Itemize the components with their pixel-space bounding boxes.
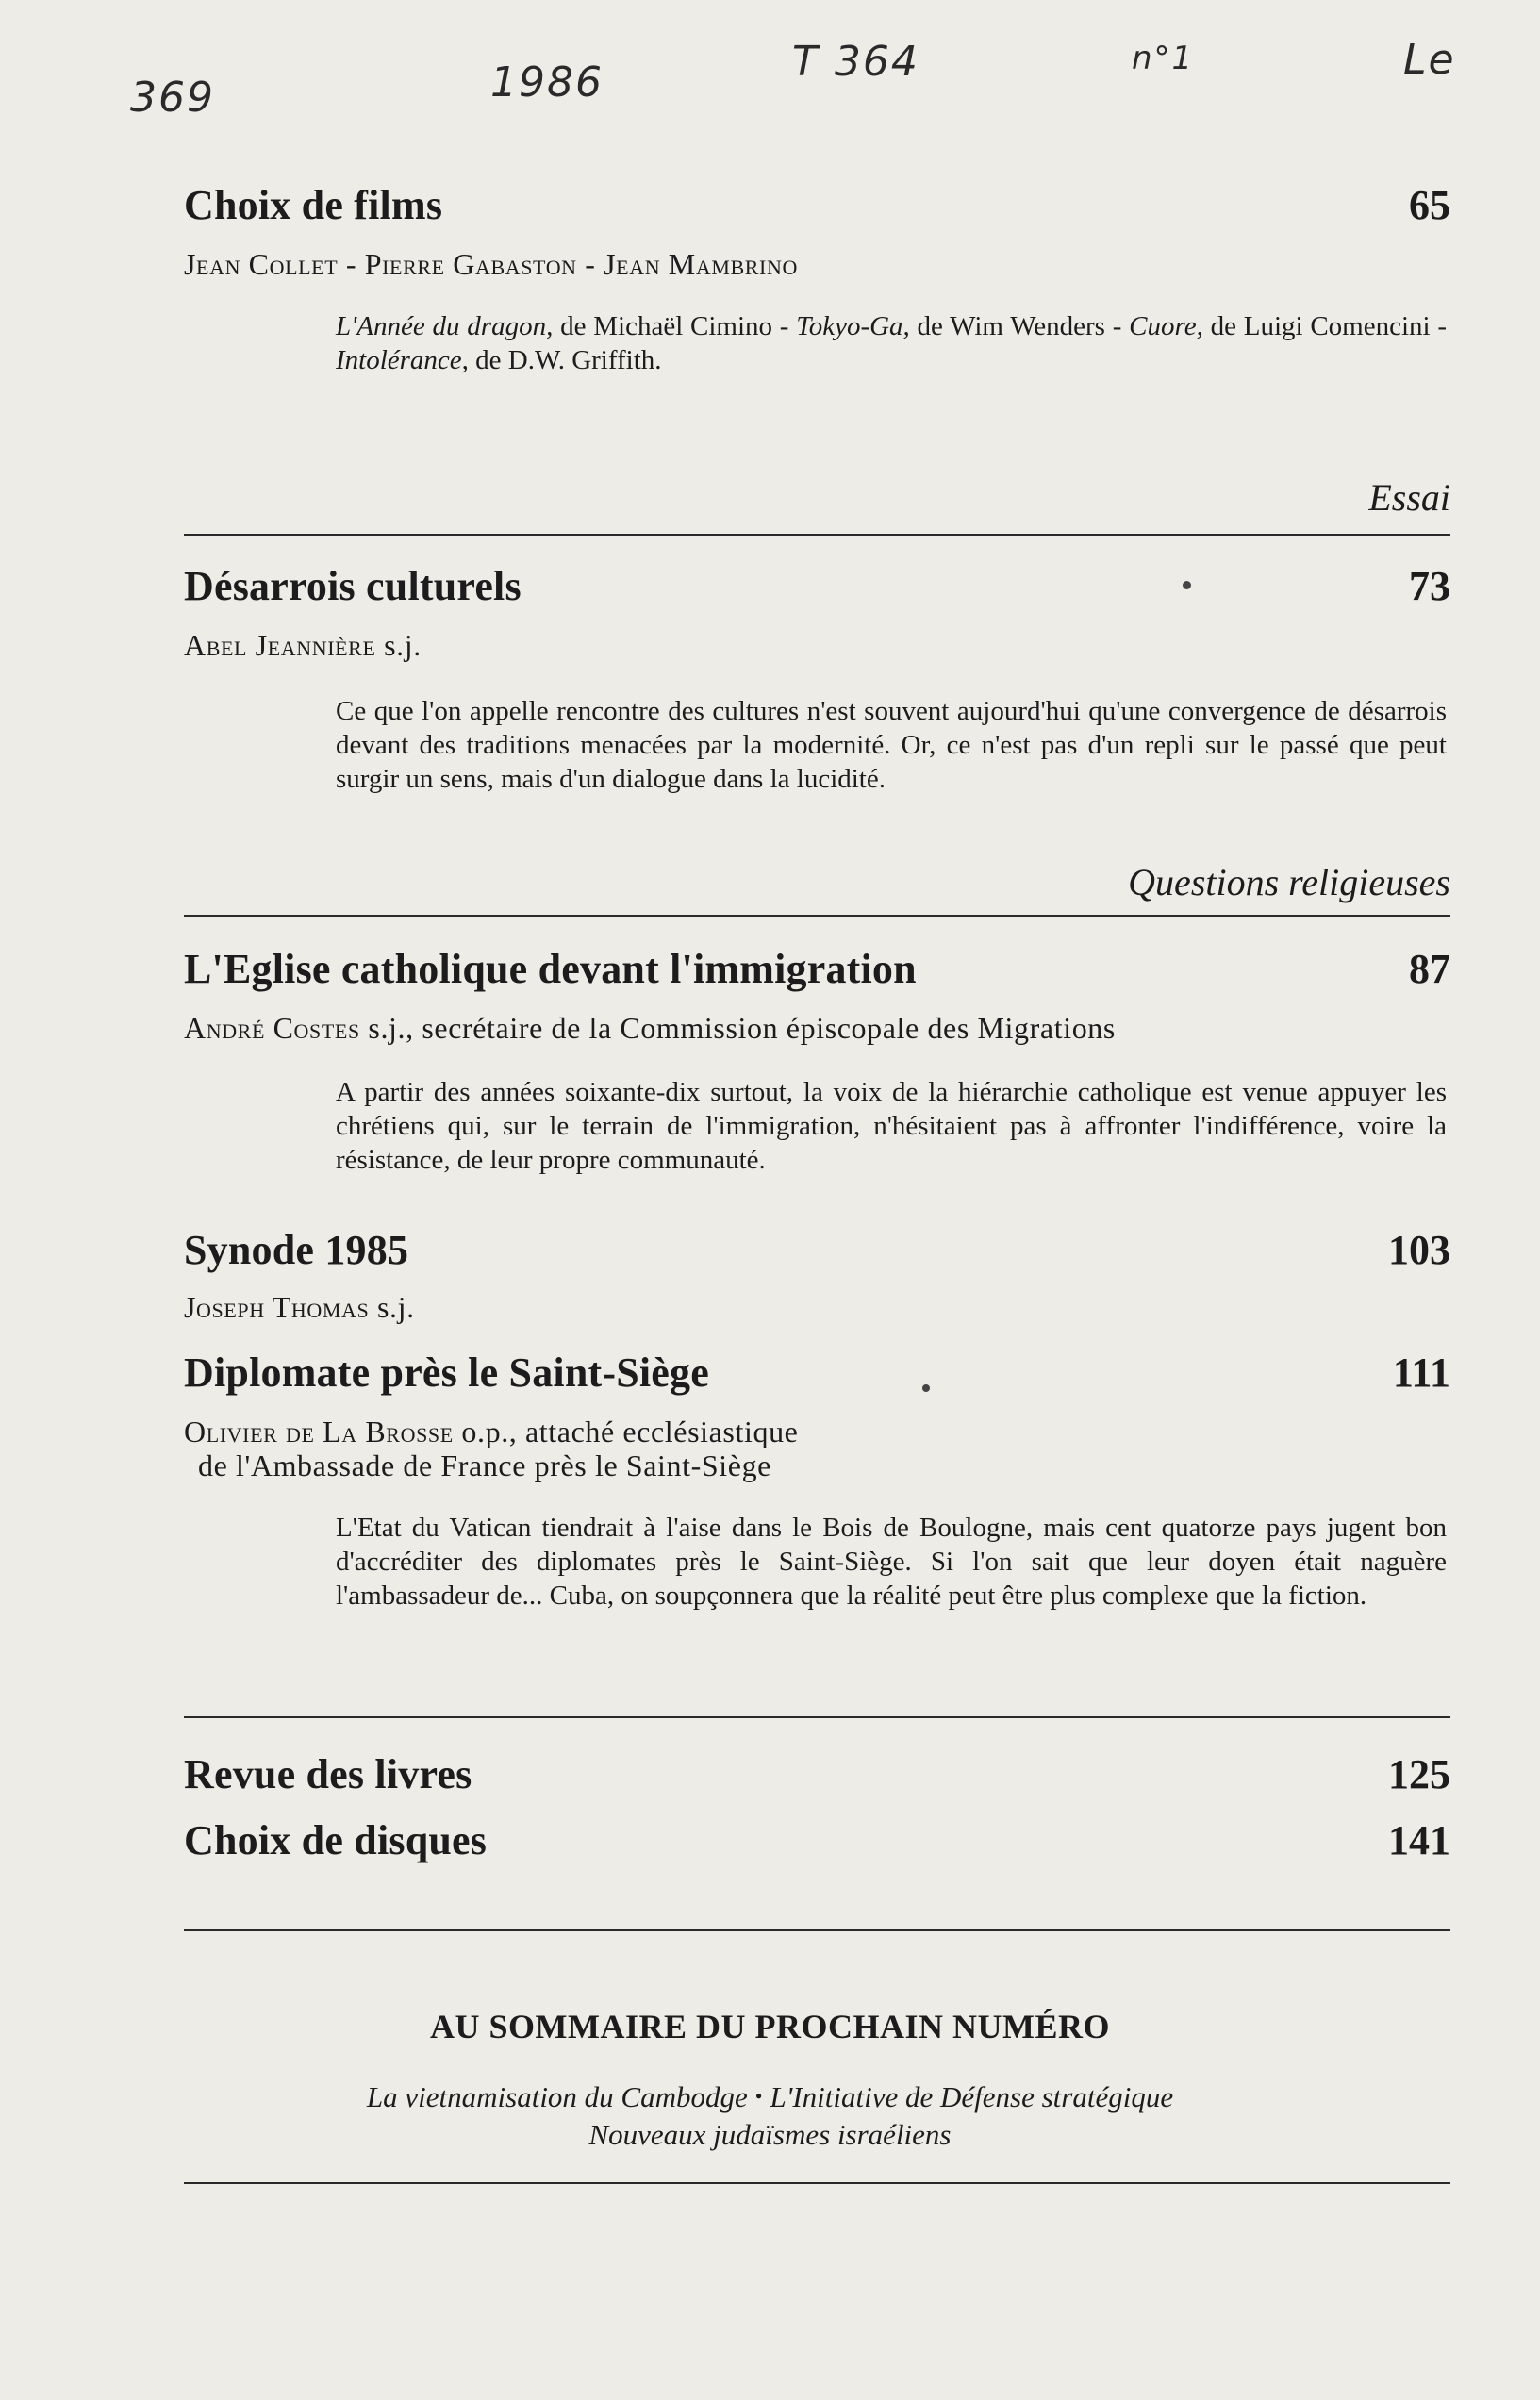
page-number: 125 (1388, 1751, 1450, 1797)
entry-title: Choix de disques (184, 1817, 488, 1863)
handwritten-note: 369 (130, 74, 215, 122)
entry-authors: Olivier de La Brosse o.p., attaché ecclésiastique (184, 1415, 799, 1448)
handwritten-issue: n°1 (1132, 40, 1195, 77)
page-number: 87 (1409, 946, 1450, 992)
section-divider (184, 2182, 1450, 2184)
entry-title: Synode 1985 (184, 1227, 409, 1273)
entry-title: Revue des livres (184, 1751, 472, 1797)
page-number: 141 (1388, 1817, 1450, 1863)
section-divider (184, 1716, 1450, 1718)
handwritten-year: 1986 (490, 58, 604, 107)
ink-speck (1183, 581, 1191, 589)
entry-authors: André Costes s.j., secrétaire de la Commission épiscopale des Migrations (184, 1011, 1116, 1045)
section-divider (184, 534, 1450, 536)
entry-authors: Joseph Thomas s.j. (184, 1290, 415, 1324)
entry-description: L'Année du dragon, de Michaël Cimino - Tokyo-Ga, de Wim Wenders - Cuore, de Luigi Comencini - Intolérance, de D.W. Griffith. (336, 311, 1448, 375)
entry-title: Choix de films (184, 182, 443, 228)
entry-description: A partir des années soixante-dix surtout, la voix de la hiérarchie catholique est venue appuyer les chrétiens qui, sur le terrain de l'immigration, n'hésitaient pas à affronter l'indifférence, voire la résistance, de leur propre communauté. (336, 1077, 1447, 1175)
ink-speck (922, 1384, 930, 1392)
handwritten-volume: T 364 (792, 38, 919, 86)
upcoming-topic: Nouveaux judaïsmes israéliens (588, 2118, 952, 2151)
page-number: 65 (1409, 182, 1450, 228)
entry-title: Diplomate près le Saint-Siège (184, 1349, 709, 1396)
page-number: 111 (1392, 1349, 1450, 1396)
bullet-separator: • (754, 2084, 763, 2108)
upcoming-heading: AU SOMMAIRE DU PROCHAIN NUMÉRO (430, 2008, 1110, 2045)
entry-description: L'Etat du Vatican tiendrait à l'aise dans le Bois de Boulogne, mais cent quatorze pays jugent bon d'accréditer des diplomates près le Saint-Siège. Si l'on sait que leur doyen était naguère l'ambassadeur de... Cuba, on soupçonnera que la réalité peut être plus complexe que la fiction. (336, 1513, 1447, 1611)
page-number: 103 (1388, 1227, 1450, 1273)
section-divider (184, 915, 1450, 917)
section-label: Questions religieuses (1128, 861, 1450, 903)
entry-affiliation: de l'Ambassade de France près le Saint-Siège (198, 1448, 771, 1482)
entry-title: Désarrois culturels (184, 563, 522, 609)
handwritten-initials: Le (1403, 36, 1456, 84)
section-divider (184, 1929, 1450, 1931)
entry-authors: Jean Collet - Pierre Gabaston - Jean Mambrino (184, 247, 798, 281)
entry-authors: Abel Jeannière s.j. (184, 628, 422, 662)
upcoming-topics: La vietnamisation du Cambodge • L'Initiative de Défense stratégique (366, 2080, 1174, 2113)
entry-title: L'Eglise catholique devant l'immigration (184, 946, 917, 992)
page-number: 73 (1409, 563, 1450, 609)
section-label: Essai (1368, 476, 1450, 519)
entry-description: Ce que l'on appelle rencontre des cultures n'est souvent aujourd'hui qu'une convergence de désarrois devant des traditions menacées par la modernité. Or, ce n'est pas d'un repli sur le passé que peut surgir un sens, mais d'un dialogue dans la lucidité. (336, 696, 1447, 794)
